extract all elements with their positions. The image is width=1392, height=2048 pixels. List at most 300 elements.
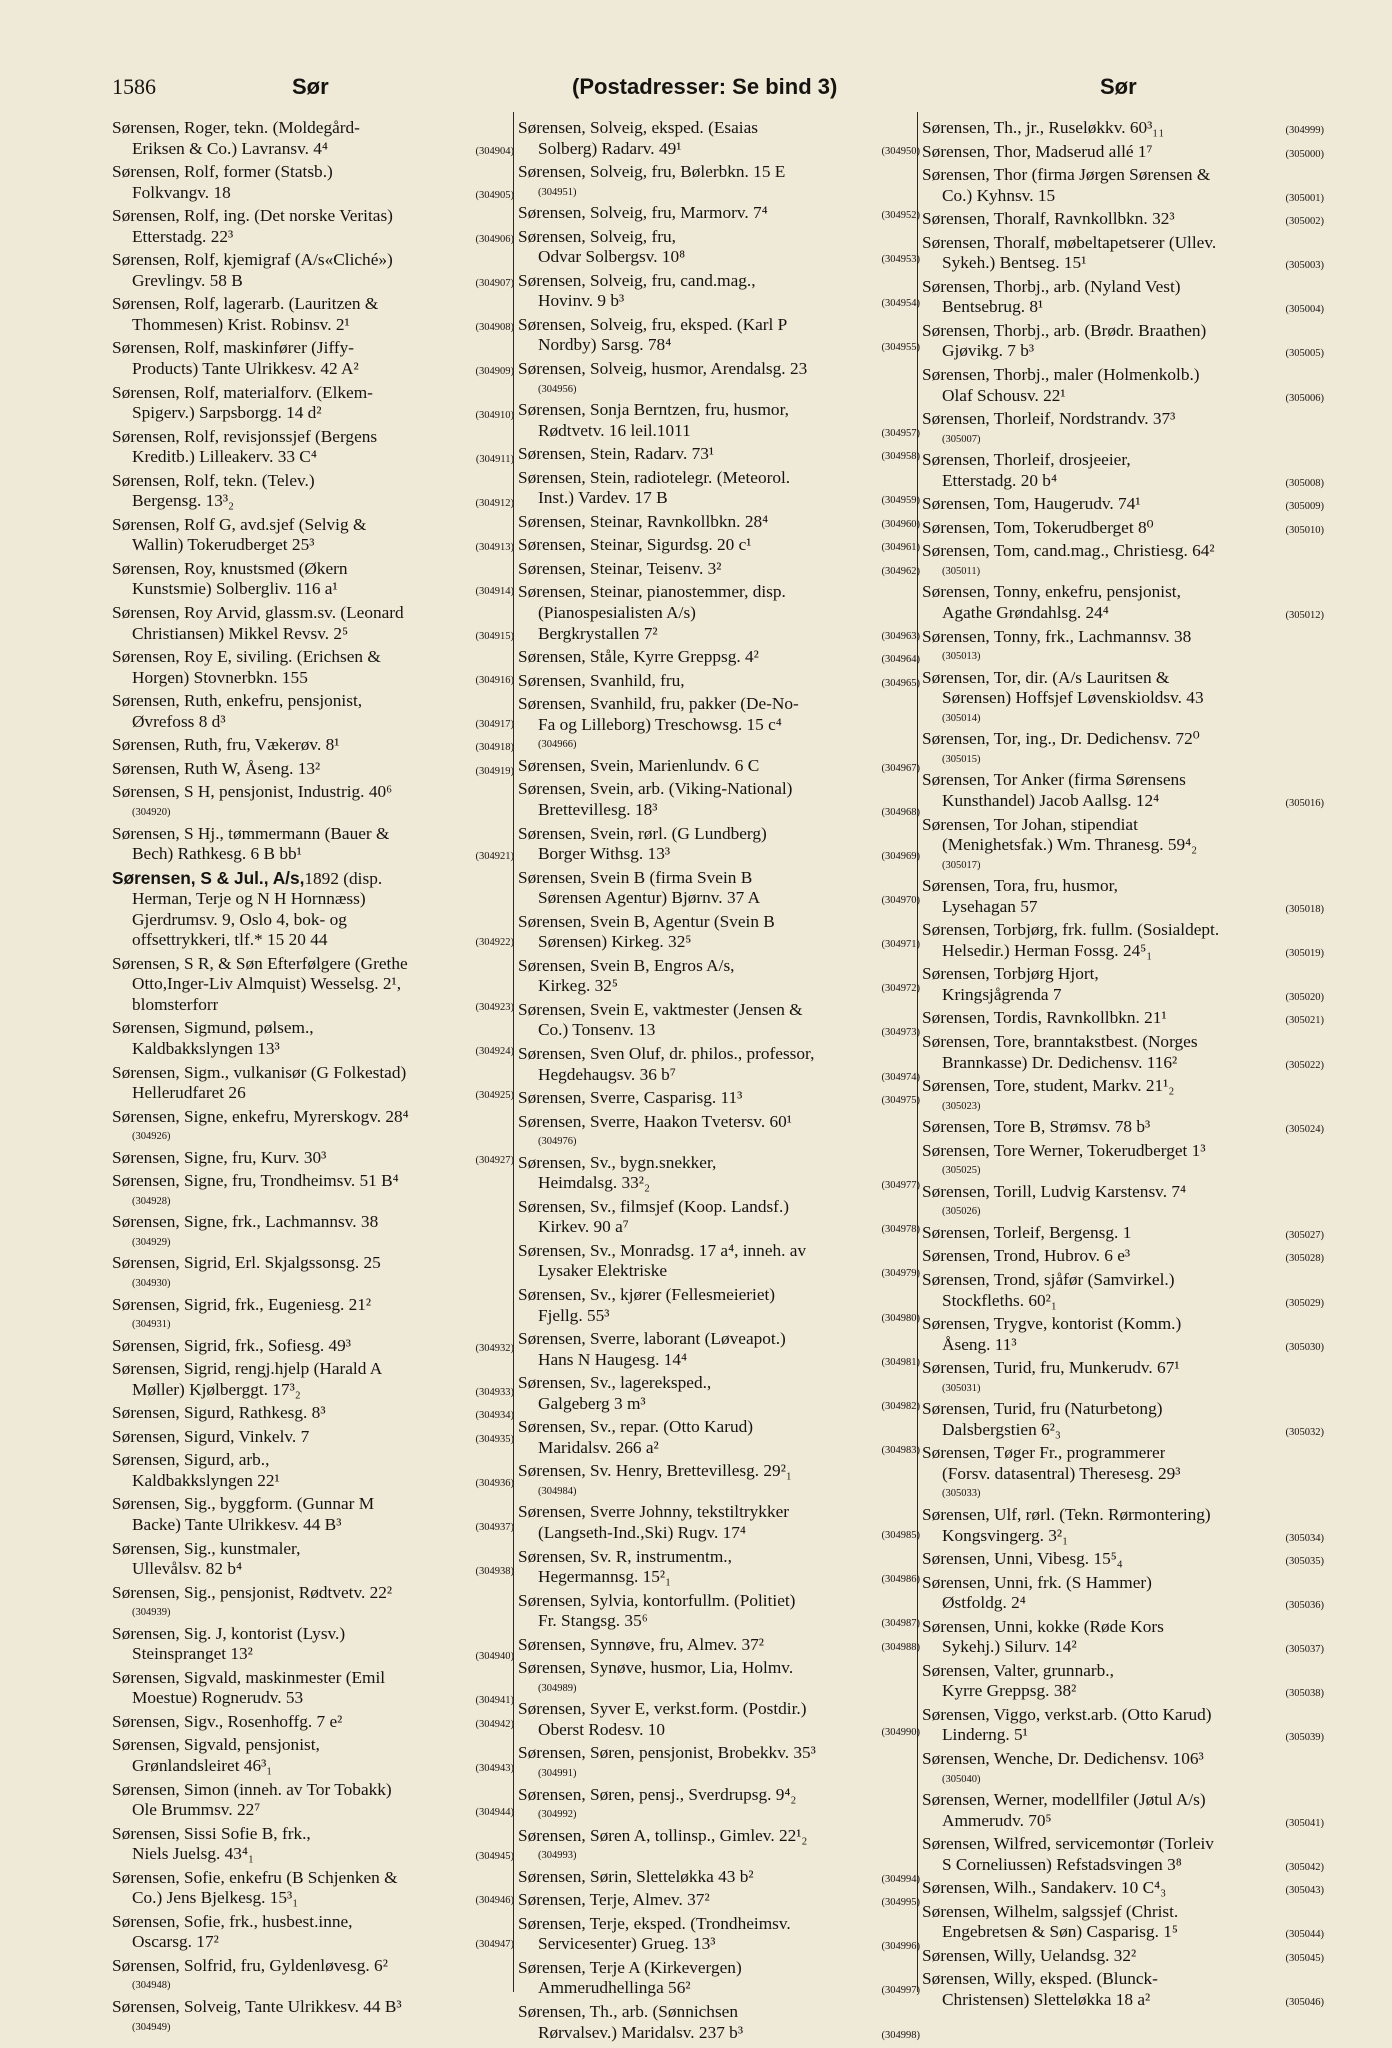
entry-name: Sørensen, Tom, Tokerudberget 8⁰	[922, 517, 1154, 537]
entry-line	[518, 1502, 920, 1523]
directory-entry	[518, 1743, 920, 1784]
entry-continuation	[518, 1978, 920, 2002]
entry-name: Sørensen, Rolf G, avd.sjef (Selvig &	[112, 514, 367, 534]
entry-continuation	[518, 1438, 920, 1462]
entry-name: Sørensen, Sverre, Casparisg. 11³	[518, 1088, 743, 1108]
entry-line	[518, 359, 920, 380]
entry-address: Kreditb.) Lilleakerv. 33 C⁴	[132, 447, 317, 467]
entry-name: Sørensen, Sv., kjører (Fellesmeieriet)	[518, 1284, 776, 1304]
entry-code: (304995)	[881, 1897, 920, 1909]
directory-entry	[922, 1878, 1324, 1902]
entry-line	[112, 1539, 514, 1560]
entry-code: (304913)	[475, 542, 514, 554]
directory-entry	[518, 1826, 920, 1867]
entry-name: Sørensen, Svein, Marienlundv. 6 C	[518, 755, 760, 775]
entry-continuation	[922, 603, 1324, 627]
entry-code: (304939)	[132, 1607, 171, 1619]
entry-line	[112, 162, 514, 183]
entry-name: Sørensen, Tonny, enkefru, pensjonist,	[922, 582, 1181, 602]
entry-name: Sørensen, Tore, branntakstbest. (Norges	[922, 1031, 1198, 1051]
directory-entry	[922, 876, 1324, 920]
entry-line	[922, 1223, 1324, 1247]
entry-continuation	[922, 1335, 1324, 1359]
directory-entry	[518, 162, 920, 203]
directory-entry	[922, 1834, 1324, 1878]
entry-code: (305036)	[1285, 1600, 1324, 1612]
entry-code: (304978)	[881, 1224, 920, 1236]
entry-continuation	[112, 624, 514, 648]
entry-name: Sørensen, Tore B, Strømsv. 78 b³	[922, 1117, 1151, 1137]
directory-entry	[922, 1902, 1324, 1946]
entry-code: (304980)	[881, 1312, 920, 1324]
entry-continuation	[922, 297, 1324, 321]
entry-name: Sørensen, Terje, Almev. 37²	[518, 1890, 710, 1910]
entry-name: Sørensen, Willy, Uelandsg. 32²	[922, 1945, 1137, 1965]
entry-name: Sørensen, Roy, knustsmed (Økern	[112, 558, 348, 578]
entry-line	[518, 468, 920, 489]
directory-entry	[112, 824, 514, 868]
entry-continuation	[922, 835, 1324, 856]
entry-name: Sørensen, Torleif, Bergensg. 1	[922, 1222, 1132, 1242]
entry-line	[112, 647, 514, 668]
entry-line	[518, 1547, 920, 1568]
entry-name: Sørensen, Søren A, tollinsp., Gimlev. 22¹₂	[518, 1825, 808, 1845]
entry-address: Etterstadg. 20 b⁴	[942, 470, 1057, 490]
entry-continuation	[112, 491, 514, 515]
directory-entry	[922, 964, 1324, 1008]
directory-entry	[922, 1399, 1324, 1443]
entry-code: (304944)	[475, 1807, 514, 1819]
entry-address: Folkvangv. 18	[132, 182, 231, 202]
entry-line	[518, 162, 920, 183]
entry-continuation	[518, 1173, 920, 1197]
entry-line	[518, 512, 920, 536]
entry-line	[112, 1295, 514, 1316]
entry-continuation	[112, 579, 514, 603]
entry-continuation	[518, 624, 920, 648]
directory-entry	[518, 1591, 920, 1635]
entry-line	[112, 954, 514, 975]
entry-line	[112, 735, 514, 759]
entry-name: Sørensen, Torill, Ludvig Karstensv. 7⁴	[922, 1181, 1187, 1201]
entry-line	[518, 1044, 920, 1065]
entry-name: Sørensen, Wilh., Sandakerv. 10 C⁴₃	[922, 1878, 1167, 1898]
entry-line	[112, 1668, 514, 1689]
entry-name: Sørensen, Terje A (Kirkevergen)	[518, 1957, 742, 1977]
entry-line	[518, 1635, 920, 1659]
entry-line	[112, 1148, 514, 1172]
entry-line	[922, 1505, 1324, 1526]
entry-name: Sørensen, Sv., Monradsg. 17 a⁴, inneh. av	[518, 1240, 807, 1260]
directory-entry	[922, 1573, 1324, 1617]
entry-address: Oscarsg. 17²	[132, 1932, 219, 1952]
entry-address: Steinspranget 13²	[132, 1644, 253, 1664]
entry-continuation	[112, 712, 514, 736]
entry-name: Sørensen, Wenche, Dr. Dedichensv. 106³	[922, 1749, 1204, 1769]
entry-continuation	[112, 271, 514, 295]
entry-line	[112, 1494, 514, 1515]
entry-address: Ammerudhellinga 56²	[538, 1978, 691, 1998]
entry-name: Sørensen, S R, & Søn Efterfølgere (Grethe	[112, 953, 408, 973]
entry-address: Christensen) Sletteløkka 18 a²	[942, 1990, 1151, 2010]
entry-name: Sørensen, Steinar, Sigurdsg. 20 c¹	[518, 535, 752, 555]
header-right: Sør	[1100, 74, 1137, 99]
entry-address: Co.) Tonsenv. 13	[538, 1020, 656, 1040]
entry-name: Sørensen, Sigvald, maskinmester (Emil	[112, 1667, 386, 1687]
entry-code: (305027)	[1285, 1229, 1324, 1241]
header-left: Sør	[292, 74, 329, 99]
entry-continuation	[922, 1922, 1324, 1946]
entry-name: Sørensen, Sv., bygn.snekker,	[518, 1152, 717, 1172]
entry-address: Fa og Lilleborg) Treschowsg. 15 c⁴	[538, 714, 782, 734]
entry-code: (304947)	[475, 1939, 514, 1951]
entry-code: (305030)	[1285, 1341, 1324, 1353]
entry-line	[112, 1868, 514, 1889]
entry-line	[922, 1358, 1324, 1379]
entry-code: (305019)	[1285, 947, 1324, 959]
entry-line	[112, 782, 514, 803]
entry-code: (304960)	[881, 518, 920, 530]
entry-name: Sørensen, Rolf, former (Statsb.)	[112, 162, 333, 182]
entry-line	[518, 1658, 920, 1679]
entry-name: Sørensen, Trond, sjåfør (Samvirkel.)	[922, 1269, 1175, 1289]
entry-continuation	[922, 688, 1324, 709]
entry-name: Sørensen, Tor Johan, stipendiat	[922, 814, 1138, 834]
entry-continuation	[518, 888, 920, 912]
entry-code: (305038)	[1285, 1688, 1324, 1700]
directory-entry	[922, 1358, 1324, 1399]
entry-address: Åseng. 11³	[942, 1334, 1017, 1354]
entry-code: (304987)	[881, 1618, 920, 1630]
directory-entry	[922, 1117, 1324, 1141]
entry-line	[922, 1246, 1324, 1270]
entry-address: Nordby) Sarsg. 78⁴	[538, 335, 672, 355]
entry-address: Bentsebrug. 8¹	[942, 297, 1044, 317]
entry-address: Brettevillesg. 18³	[538, 799, 658, 819]
entry-line	[112, 1956, 514, 1977]
entry-address: Inst.) Vardev. 17 B	[538, 488, 668, 508]
entry-name: Sørensen, Sonja Berntzen, fru, husmor,	[518, 400, 789, 420]
entry-line	[518, 824, 920, 845]
entry-name: Sørensen, Sigurd, Vinkelv. 7	[112, 1426, 310, 1446]
entry-continuation	[518, 1934, 920, 1958]
entry-continuation	[112, 359, 514, 383]
directory-entry	[112, 1107, 514, 1148]
directory-entry	[518, 756, 920, 780]
entry-name: Sørensen, Thoralf, Ravnkollbkn. 32³	[922, 209, 1175, 229]
entry-name: Sørensen, Steinar, Teisenv. 3²	[518, 558, 722, 578]
entry-continuation	[518, 1065, 920, 1089]
entry-name: Sørensen, Rolf, revisjonssjef (Bergens	[112, 426, 378, 446]
entry-name: Sørensen, Tor, dir. (A/s Lauritsen &	[922, 667, 1170, 687]
directory-entry	[922, 668, 1324, 730]
entry-code: (304972)	[881, 983, 920, 995]
directory-entry	[112, 1912, 514, 1956]
entry-line	[112, 1018, 514, 1039]
entry-code: (305001)	[1285, 192, 1324, 204]
directory-entry	[112, 1494, 514, 1538]
entry-name: Sørensen, Ruth W, Åseng. 13²	[112, 758, 321, 778]
entry-line	[518, 1890, 920, 1914]
entry-name: Sørensen, Sylvia, kontorfullm. (Politiet)	[518, 1590, 796, 1610]
entry-line	[112, 1171, 514, 1192]
entry-code: (305018)	[1285, 903, 1324, 915]
entry-name: Sørensen, Tor Anker (firma Sørensens	[922, 770, 1186, 790]
entry-code: (304910)	[475, 410, 514, 422]
directory-entry	[922, 118, 1324, 142]
entry-continuation	[112, 910, 514, 931]
entry-code: (304930)	[132, 1277, 171, 1289]
directory-entry	[112, 515, 514, 559]
entry-address: Kongsvingerg. 3²₁	[942, 1525, 1069, 1545]
entry-code: (304998)	[881, 2029, 920, 2041]
entry-code: (305043)	[1285, 1885, 1324, 1897]
entry-name: Sørensen, Svein, arb. (Viking-National)	[518, 779, 793, 799]
entry-line	[922, 1032, 1324, 1053]
entry-name: Sørensen, Thorleif, Nordstrandv. 37³	[922, 409, 1176, 429]
entry-continuation	[922, 1681, 1324, 1705]
entry-code: (304974)	[881, 1071, 920, 1083]
directory-entry	[922, 1749, 1324, 1790]
entry-code: (304922)	[475, 937, 514, 949]
entry-continuation	[922, 1291, 1324, 1315]
entry-name: Sørensen, Ruth, fru, Vækerøv. 8¹	[112, 735, 340, 755]
entry-line	[922, 1314, 1324, 1335]
entry-line	[922, 1399, 1324, 1420]
entry-line	[112, 1427, 514, 1451]
entry-continuation	[922, 1420, 1324, 1444]
directory-entry	[112, 338, 514, 382]
entry-line	[922, 1834, 1324, 1855]
directory-entry	[112, 1956, 514, 1997]
entry-continuation	[518, 1720, 920, 1744]
entry-continuation	[112, 403, 514, 427]
entry-code: (304908)	[475, 321, 514, 333]
entry-address: Ammerudv. 70⁵	[942, 1810, 1052, 1830]
entry-continuation	[518, 1020, 920, 1044]
entry-name: Sørensen, S H, pensjonist, Industrig. 40⁶	[112, 782, 393, 802]
directory-entry	[518, 1890, 920, 1914]
entry-name: Sørensen, Steinar, Ravnkollbkn. 28⁴	[518, 511, 769, 531]
entry-line	[112, 603, 514, 624]
entry-code: (304950)	[881, 145, 920, 157]
entry-line	[518, 671, 920, 695]
entry-address: Dalsbergstien 6²₃	[942, 1419, 1061, 1439]
entry-name: Sørensen, Wilhelm, salgssjef (Christ.	[922, 1901, 1179, 1921]
entry-continuation	[112, 1800, 514, 1824]
entry-name: Sørensen, Ulf, rørl. (Tekn. Rørmontering)	[922, 1505, 1211, 1524]
directory-entry	[922, 518, 1324, 542]
directory-entry	[518, 912, 920, 956]
entry-line	[922, 1443, 1324, 1464]
entry-code: (305026)	[942, 1206, 981, 1218]
entry-address: Products) Tante Ulrikkesv. 42 A²	[132, 359, 359, 379]
directory-entry	[922, 1223, 1324, 1247]
entry-name: Sørensen, Tore Werner, Tokerudberget 1³	[922, 1140, 1206, 1160]
entry-line	[112, 1997, 514, 2018]
entry-address: Servicesenter) Grueg. 13³	[538, 1934, 716, 1954]
entry-line	[922, 729, 1324, 750]
entry-code: (304959)	[881, 495, 920, 507]
directory-entry	[112, 735, 514, 759]
entry-address: Thommesen) Krist. Robinsv. 2¹	[132, 314, 350, 334]
entry-continuation	[112, 1756, 514, 1780]
directory-entry	[518, 824, 920, 868]
entry-line	[112, 250, 514, 271]
entry-name: Sørensen, Sig. J, kontorist (Lysv.)	[112, 1623, 346, 1643]
entry-code: (305032)	[1285, 1426, 1324, 1438]
directory-entry	[518, 1958, 920, 2002]
entry-code: (304906)	[475, 233, 514, 245]
entry-continuation	[922, 341, 1324, 365]
entry-name: Sørensen, Rolf, ing. (Det norske Veritas)	[112, 206, 393, 226]
entry-line	[922, 1946, 1324, 1970]
entry-address: Stockfleths. 60²₁	[942, 1290, 1057, 1310]
directory-entry	[518, 956, 920, 1000]
directory-entry	[922, 1549, 1324, 1573]
entry-code: (304924)	[475, 1045, 514, 1057]
entry-address: Heimdalsg. 33²₂	[538, 1173, 650, 1193]
entry-code: (304964)	[881, 654, 920, 666]
entry-line	[922, 770, 1324, 791]
entry-name: Sørensen, Sv. Henry, Brettevillesg. 29²₁	[518, 1461, 792, 1481]
entry-continuation	[112, 183, 514, 207]
directory-entry	[922, 1705, 1324, 1749]
directory-entry	[922, 1443, 1324, 1505]
entry-code: (304981)	[881, 1356, 920, 1368]
entry-code: (304988)	[881, 1641, 920, 1653]
entry-code: (304918)	[475, 742, 514, 754]
directory-entry	[922, 165, 1324, 209]
entry-line	[518, 1241, 920, 1262]
entry-address: Kaldbakkslyngen 13³	[132, 1038, 280, 1058]
entry-address: Kaldbakkslyngen 22¹	[132, 1470, 280, 1490]
entry-address: Backe) Tante Ulrikkesv. 44 B³	[132, 1515, 342, 1534]
entry-line	[518, 400, 920, 421]
entry-name: Sørensen, Willy, eksped. (Blunck-	[922, 1969, 1158, 1989]
entry-name: Sørensen, Sverre, Haakon Tvetersv. 60¹	[518, 1111, 792, 1131]
entry-code: (305034)	[1285, 1532, 1324, 1544]
directory-entry	[112, 162, 514, 206]
entry-line	[922, 142, 1324, 166]
entry-line	[112, 1212, 514, 1233]
directory-entry	[922, 815, 1324, 877]
entry-continuation	[112, 1559, 514, 1583]
entry-address: Ullevålsv. 82 b⁴	[132, 1559, 243, 1579]
entry-continuation	[112, 889, 514, 910]
directory-entry	[518, 359, 920, 400]
directory-entry	[518, 1635, 920, 1659]
directory-entry	[518, 118, 920, 162]
entry-name: Sørensen, Solveig, husmor, Arendalsg. 23	[518, 359, 808, 379]
entry-line	[922, 541, 1324, 562]
entry-code: (304933)	[475, 1386, 514, 1398]
entry-name: Sørensen, Sigv., Rosenhoffg. 7 e²	[112, 1711, 343, 1731]
entry-name: Sørensen, Unni, Vibesg. 15⁵₄	[922, 1549, 1123, 1569]
entry-continuation	[518, 976, 920, 1000]
entry-name: Sørensen, Thoralf, møbeltapetserer (Ullev.	[922, 232, 1217, 252]
entry-code: (304938)	[475, 1566, 514, 1578]
entry-line	[922, 1790, 1324, 1811]
entry-name: Sørensen, Svein B, Agentur (Svein B	[518, 911, 775, 931]
entry-code: (304936)	[475, 1477, 514, 1489]
entry-continuation	[112, 1380, 514, 1404]
entry-address: Hegermannsg. 15²₁	[538, 1567, 672, 1587]
directory-entry	[112, 1780, 514, 1824]
entry-code: (304985)	[881, 1530, 920, 1541]
entry-line	[112, 1403, 514, 1427]
entry-code: (304951)	[538, 186, 577, 198]
entry-address: Eriksen & Co.) Lavransv. 4⁴	[132, 138, 328, 158]
entry-line	[922, 815, 1324, 836]
entry-line	[922, 1008, 1324, 1032]
entry-name: Sørensen, Syver E, verkst.form. (Postdir.)	[518, 1699, 807, 1719]
entry-continuation	[518, 1394, 920, 1418]
entry-name: Sørensen, Valter, grunnarb.,	[922, 1660, 1114, 1680]
entry-continuation	[112, 1644, 514, 1668]
entry-continuation	[922, 791, 1324, 815]
entry-line	[112, 1912, 514, 1933]
entry-code: (305000)	[1285, 148, 1324, 160]
directory-entry	[922, 541, 1324, 582]
entry-continuation	[922, 897, 1324, 921]
entry-code: (304928)	[132, 1195, 171, 1207]
directory-entry	[922, 233, 1324, 277]
entry-address: Hovinv. 9 b³	[538, 291, 625, 311]
entry-code: (305020)	[1285, 991, 1324, 1003]
entry-continuation	[922, 985, 1324, 1009]
entry-name: Sørensen, Th., jr., Ruseløkkv. 60³₁₁	[922, 118, 1165, 137]
entry-name: Sørensen, Rolf, tekn. (Telev.)	[112, 470, 315, 490]
directory-entry	[518, 1867, 920, 1891]
entry-address: Oberst Rodesv. 10	[538, 1719, 666, 1739]
entry-name: Sørensen, Sigurd, Rathkesg. 8³	[112, 1403, 326, 1423]
entry-continuation	[518, 1567, 920, 1591]
entry-code: (304992)	[538, 1809, 577, 1821]
entry-name: Sørensen, Tøger Fr., programmerer	[922, 1443, 1166, 1463]
entry-address: Gjøvikg. 7 b³	[942, 341, 1035, 361]
directory-entry	[518, 1285, 920, 1329]
entry-line	[518, 1699, 920, 1720]
directory-entry	[922, 582, 1324, 626]
entry-name: Sørensen, Synøve, husmor, Lia, Holmv.	[518, 1658, 794, 1678]
entry-name: Sørensen, Sofie, frk., husbest.inne,	[112, 1911, 353, 1931]
entry-name: Sørensen, Torbjørg Hjort,	[922, 964, 1099, 984]
directory-entry	[518, 1153, 920, 1197]
entry-address: (Pianospesialisten A/s)	[538, 603, 696, 623]
entry-address: Odvar Solbergsv. 10⁸	[538, 247, 686, 267]
entry-name: Sørensen, Signe, fru, Kurv. 30³	[112, 1147, 327, 1167]
entry-continuation	[922, 253, 1324, 277]
entry-address: Kirkev. 90 a⁷	[538, 1217, 629, 1237]
directory-entry	[112, 1539, 514, 1583]
entry-name: Sørensen, Tonny, frk., Lachmannsv. 38	[922, 626, 1192, 646]
entry-continuation	[922, 1725, 1324, 1749]
entry-code: (304932)	[475, 1342, 514, 1354]
entry-address: Wallin) Tokerudberget 25³	[132, 535, 315, 555]
entry-code: (304996)	[881, 1941, 920, 1953]
entry-line	[518, 118, 920, 139]
entry-continuation	[518, 421, 920, 445]
entry-address: Ole Brummsv. 22⁷	[132, 1800, 261, 1820]
directory-entry	[112, 1668, 514, 1712]
directory-entry	[922, 627, 1324, 668]
entry-line	[922, 1617, 1324, 1638]
entry-continuation	[518, 139, 920, 163]
entry-line	[518, 1285, 920, 1306]
entry-line	[922, 1902, 1324, 1923]
entry-line	[922, 1270, 1324, 1291]
